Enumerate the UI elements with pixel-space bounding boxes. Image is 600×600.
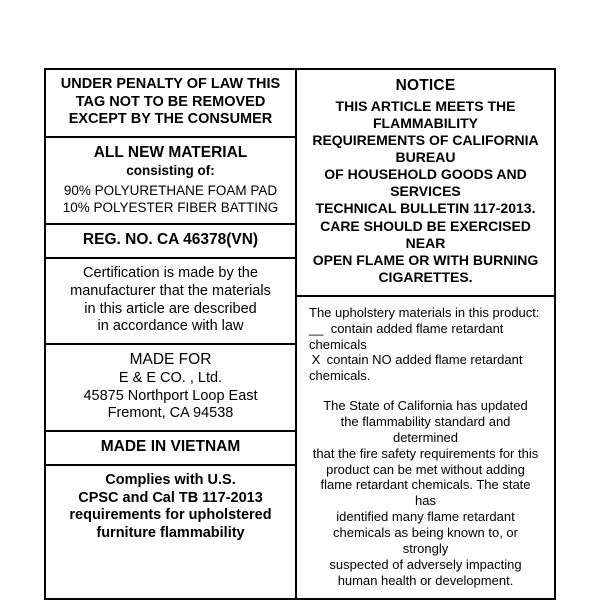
- notice-line-1: THIS ARTICLE MEETS THE FLAMMABILITY: [335, 98, 516, 132]
- label-right-column: [297, 70, 554, 598]
- penalty-notice-line-2: TAG NOT TO BE REMOVED: [75, 93, 266, 110]
- compliance-line-4: furniture flammability: [96, 524, 245, 541]
- checkbox-row-checked[interactable]: [309, 352, 542, 368]
- state-line-3: that the fire safety requirements for this: [312, 445, 539, 461]
- notice-line-4: TECHNICAL BULLETIN 117-2013.: [315, 200, 536, 217]
- company-city-state-zip: Fremont, CA 94538: [107, 405, 234, 422]
- country-of-origin-block: [46, 432, 295, 466]
- company-street: 45875 Northport Loop East: [83, 387, 258, 404]
- checkbox-unchecked-label: contain added flame retardant chemicals: [309, 320, 504, 352]
- notice-body: [309, 98, 542, 286]
- notice-line-3: OF HOUSEHOLD GOODS AND SERVICES: [324, 166, 527, 200]
- materials-subheading: consisting of:: [126, 162, 215, 178]
- materials-heading: ALL NEW MATERIAL: [93, 144, 248, 162]
- made-for-heading: MADE FOR: [129, 351, 212, 369]
- state-line-1: The State of California has updated: [323, 398, 528, 414]
- state-line-7: chemicals as being known to, or strongly: [333, 525, 518, 556]
- compliance-line-3: requirements for upholstered: [69, 507, 272, 524]
- upholstery-intro: The upholstery materials in this product:: [309, 304, 540, 320]
- registration-number: REG. NO. CA 46378(VN): [82, 231, 259, 249]
- penalty-notice-block: [46, 70, 295, 138]
- notice-line-2: REQUIREMENTS OF CALIFORNIA BUREAU: [312, 132, 539, 166]
- registration-number-block: [46, 225, 295, 259]
- certification-line-1: Certification is made by the: [83, 265, 258, 282]
- state-line-9: human health or development.: [337, 572, 514, 588]
- checkbox-checked-label-cont: chemicals.: [309, 368, 371, 384]
- checkbox-row-unchecked[interactable]: __ contain added flame retardant chemicals: [309, 320, 504, 352]
- notice-line-6: OPEN FLAME OR WITH BURNING: [312, 251, 539, 268]
- compliance-line-1: Complies with U.S.: [105, 471, 236, 488]
- notice-line-5: CARE SHOULD BE EXERCISED NEAR: [320, 217, 531, 251]
- state-line-5: flame retardant chemicals. The state has: [320, 477, 531, 509]
- label-left-column: [46, 70, 297, 598]
- state-line-8: suspected of adversely impacting: [329, 556, 522, 572]
- materials-block: [46, 138, 295, 225]
- state-paragraph: [309, 384, 542, 588]
- material-item-1: 90% POLYURETHANE FOAM PAD: [63, 183, 278, 199]
- compliance-statement-block: [46, 466, 295, 550]
- penalty-notice-line-3: EXCEPT BY THE CONSUMER: [68, 111, 273, 128]
- compliance-line-2: CPSC and Cal TB 117-2013: [78, 489, 263, 506]
- state-line-4: product can be met without adding: [326, 461, 525, 477]
- certification-line-3: in this article are described: [84, 300, 257, 317]
- certification-line-4: in accordance with law: [97, 318, 244, 335]
- upholstery-materials-block: [309, 297, 542, 384]
- state-line-6: identified many flame retardant: [336, 509, 515, 525]
- country-of-origin: MADE IN VIETNAM: [100, 438, 241, 455]
- certification-line-2: manufacturer that the materials: [70, 282, 271, 299]
- made-for-block: [46, 345, 295, 432]
- notice-title: NOTICE: [395, 77, 456, 94]
- care-label: [44, 68, 556, 600]
- checkbox-checked-label: contain NO added flame retardant: [326, 352, 523, 368]
- state-line-2: the flammability standard and determined: [340, 414, 511, 445]
- notice-line-7: CIGARETTES.: [378, 268, 473, 285]
- checkmark-icon: X: [311, 352, 321, 368]
- certification-statement-block: [46, 259, 295, 345]
- material-item-2: 10% POLYESTER FIBER BATTING: [62, 199, 279, 215]
- company-name: E & E CO. , Ltd.: [118, 369, 223, 386]
- penalty-notice-line-1: UNDER PENALTY OF LAW THIS: [60, 76, 281, 92]
